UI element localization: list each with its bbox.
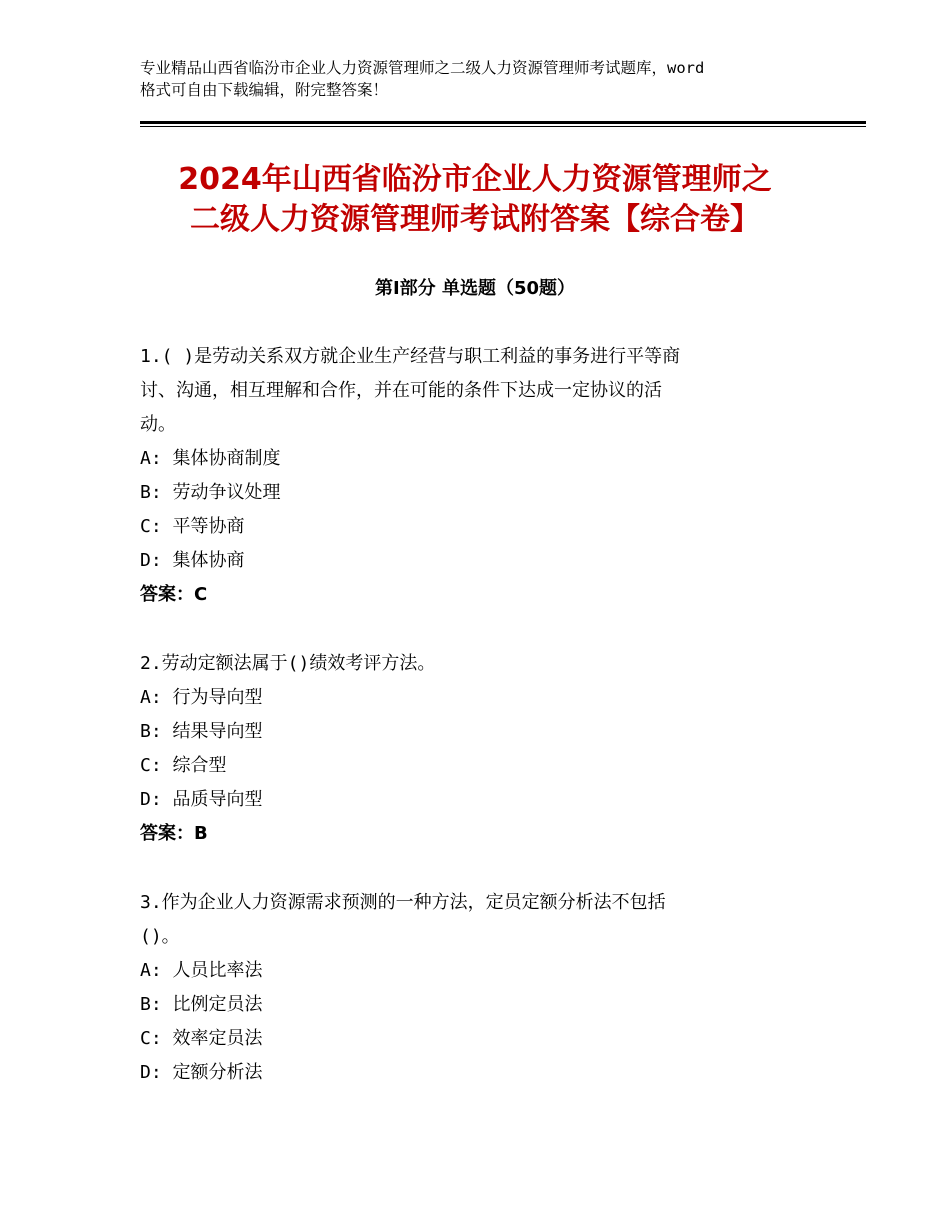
option-b: B: 劳动争议处理 — [140, 482, 281, 503]
option-a: A: 行为导向型 — [140, 687, 263, 708]
option-d: D: 集体协商 — [140, 550, 245, 571]
option-c: C: 效率定员法 — [140, 1028, 263, 1049]
header-note — [140, 57, 820, 101]
question-stem: 1.( )是劳动关系双方就企业生产经营与职工利益的事务进行平等商 — [140, 346, 681, 367]
header-note-line: 专业精品山西省临汾市企业人力资源管理师之二级人力资源管理师考试题库，word — [140, 59, 705, 77]
option-a: A: 人员比率法 — [140, 960, 263, 981]
question-1 — [140, 340, 820, 612]
question-stem: 讨、沟通，相互理解和合作，并在可能的条件下达成一定协议的活 — [140, 380, 662, 401]
option-a: A: 集体协商制度 — [140, 448, 281, 469]
option-c: C: 综合型 — [140, 755, 227, 776]
option-d: D: 品质导向型 — [140, 789, 263, 810]
question-stem: 动。 — [140, 414, 176, 435]
answer: 答案：B — [140, 823, 208, 844]
question-stem: ()。 — [140, 926, 180, 947]
question-stem: 3.作为企业人力资源需求预测的一种方法，定员定额分析法不包括 — [140, 892, 666, 913]
header-note-line: 格式可自由下载编辑，附完整答案！ — [140, 81, 389, 99]
header-divider-thin — [140, 126, 866, 127]
answer: 答案：C — [140, 584, 208, 605]
option-b: B: 结果导向型 — [140, 721, 263, 742]
option-c: C: 平等协商 — [140, 516, 245, 537]
question-3 — [140, 886, 820, 1090]
page-title — [100, 160, 850, 240]
option-d: D: 定额分析法 — [140, 1062, 263, 1083]
section-heading: 第Ⅰ部分 单选题（50题） — [374, 278, 575, 299]
question-2 — [140, 647, 820, 851]
question-stem: 2.劳动定额法属于()绩效考评方法。 — [140, 653, 436, 674]
header-divider — [140, 121, 866, 124]
title-line: 2024年山西省临汾市企业人力资源管理师之 — [178, 162, 772, 197]
title-line: 二级人力资源管理师考试附答案【综合卷】 — [190, 202, 760, 237]
option-b: B: 比例定员法 — [140, 994, 263, 1015]
